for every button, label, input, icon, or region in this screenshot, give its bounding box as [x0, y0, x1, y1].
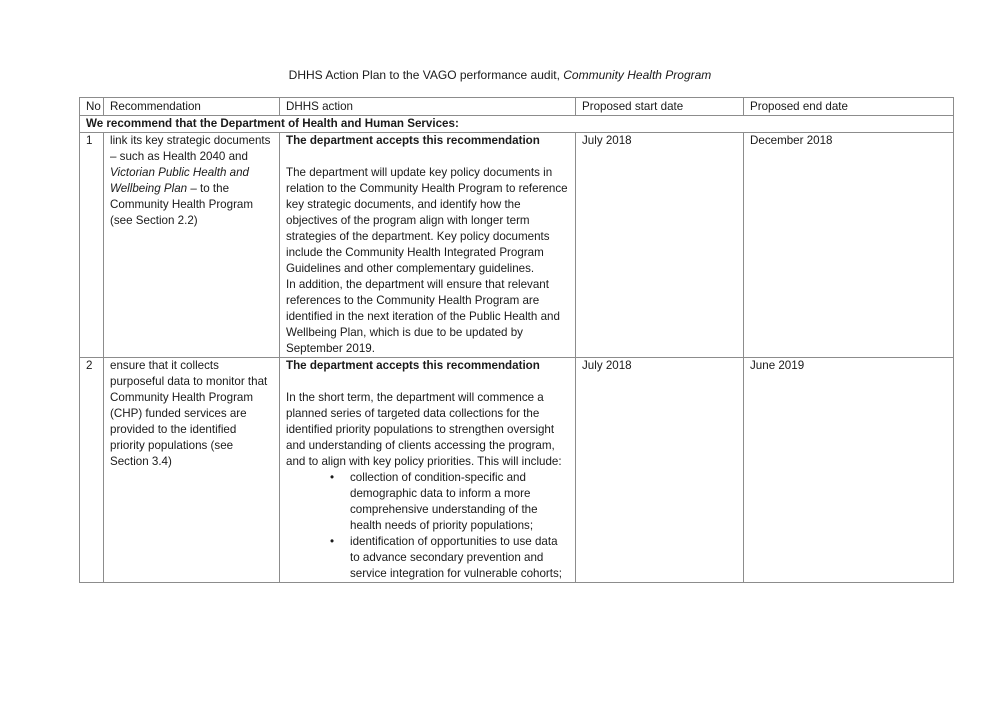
list-item: [286, 470, 569, 534]
end-date: June 2019: [744, 358, 954, 583]
recommendation-text: ensure that it collects purposeful data to monitor that Community Health Program (CHP) funded services are provided to the identified priority populations (see Section 3.4): [104, 358, 280, 583]
start-date: July 2018: [576, 358, 744, 583]
action-paragraph: The department will update key policy documents in relation to the Community Health Program to reference key strategic documents, and identify how the objectives of the program align with longer term strategies of the department. Key policy documents include the Community Health Integrated Program Guidelines and other complementary guidelines.: [286, 166, 568, 275]
bullet-icon: •: [330, 471, 335, 484]
action-paragraph: In the short term, the department will commence a planned series of targeted data collections for the identified priority populations to strengthen oversight and understanding of clients accessing the program, and to align with key policy priorities. This will include:: [286, 391, 562, 468]
header-recommendation: Recommendation: [104, 98, 280, 116]
rec-text-part: – to the Community Health Program (see Section 2.2): [110, 182, 254, 227]
title-program-name: Community Health Program: [563, 68, 712, 82]
rec-text-part: link its key strategic documents – such as Health 2040 and: [110, 134, 271, 163]
action-bullet-list: [286, 470, 569, 582]
bullet-text: identification of opportunities to use data to advance secondary prevention and service integration for vulnerable cohorts;: [350, 535, 563, 580]
intro-row: [80, 116, 954, 133]
end-date: December 2018: [744, 133, 954, 358]
table-row: [80, 133, 954, 358]
table-header-row: [80, 98, 954, 116]
rec-text-italic: Victorian Public Health and Wellbeing Plan: [110, 166, 249, 195]
accepts-statement: The department accepts this recommendation: [286, 359, 540, 372]
title-text: DHHS Action Plan to the VAGO performance audit,: [288, 68, 564, 82]
action-plan-table: [79, 97, 954, 583]
list-item: [286, 534, 569, 582]
header-end-date: Proposed end date: [744, 98, 954, 116]
row-number: 2: [80, 358, 104, 583]
start-date: July 2018: [576, 133, 744, 358]
recommendation-text: [104, 133, 280, 358]
page-title: [0, 67, 1000, 83]
bullet-text: collection of condition-specific and demographic data to inform a more comprehensive understanding of the health needs of priority populations;: [350, 471, 538, 532]
header-no: No: [80, 98, 104, 116]
accepts-statement: The department accepts this recommendation: [286, 134, 540, 147]
table-row: [80, 358, 954, 583]
dhhs-action-cell: [280, 358, 576, 583]
row-number: 1: [80, 133, 104, 358]
header-start-date: Proposed start date: [576, 98, 744, 116]
action-paragraph: In addition, the department will ensure that relevant references to the Community Health Program are identified in the next iteration of the Public Health and Wellbeing Plan, which is due to be updated by September 2019.: [286, 278, 560, 355]
header-dhhs-action: DHHS action: [280, 98, 576, 116]
bullet-icon: •: [330, 535, 335, 548]
intro-text: We recommend that the Department of Health and Human Services:: [80, 116, 954, 133]
dhhs-action-cell: [280, 133, 576, 358]
